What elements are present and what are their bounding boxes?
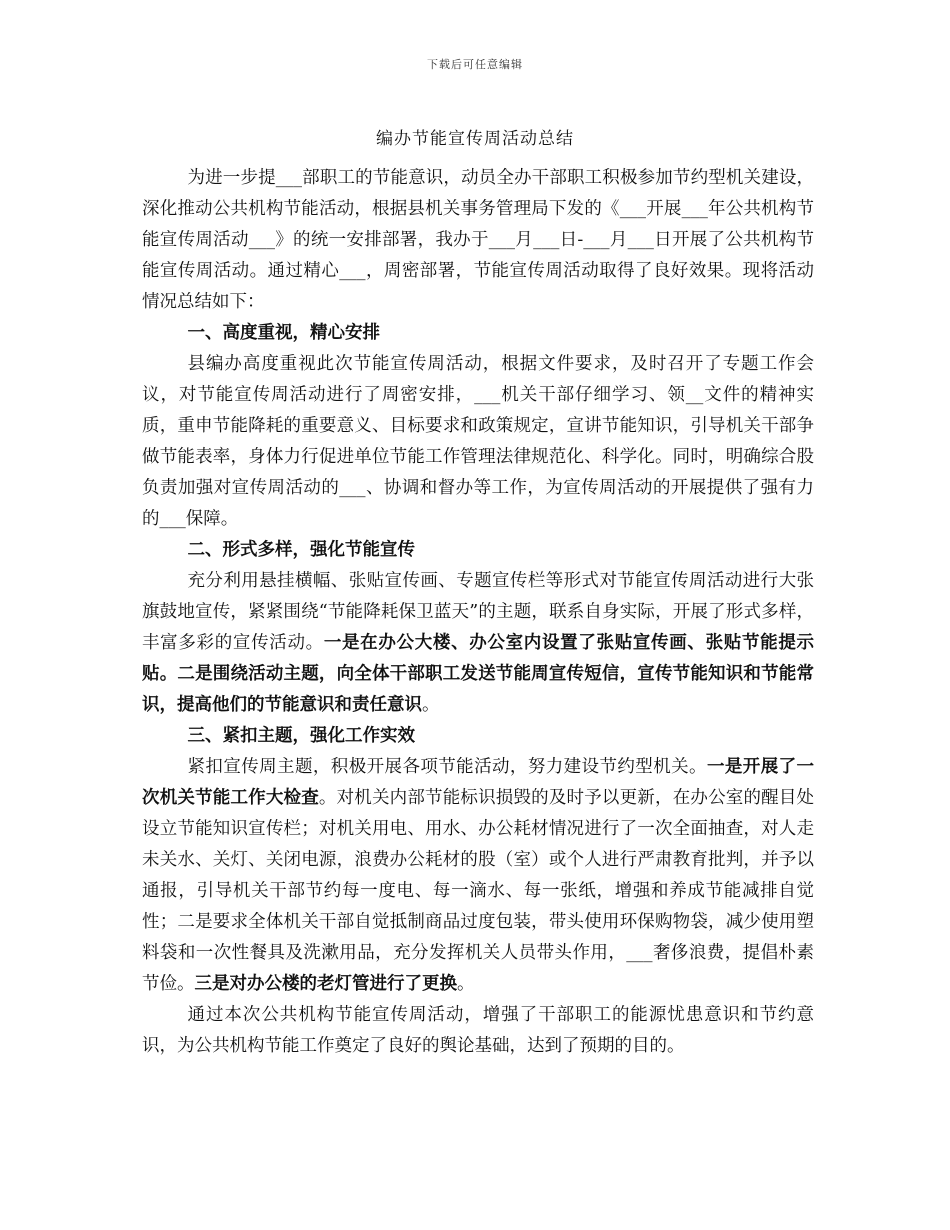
section3-bold-a: 一是开展了一次机关节能工作大检查 xyxy=(142,757,815,808)
document-title: 编办节能宣传周活动总结 xyxy=(376,129,574,149)
section2-text-b: 。 xyxy=(422,695,440,715)
section2-bold-a: 一是在办公大楼、办公室内设置了张贴宣传画、张贴节能提示贴。二是围绕活动主题，向全体干部职工发送节能周宣传短信，宣传节能知识和节能常识，提高他们的节能意识和责任意识 xyxy=(142,633,815,715)
section3-text-a: 紧扣宣传周主题，积极开展各项节能活动，努力建设节约型机关。 xyxy=(187,757,707,777)
section3-text-c: 。 xyxy=(457,974,475,994)
section3-paragraph xyxy=(142,752,814,1000)
document-body xyxy=(142,163,814,1062)
conclusion-paragraph: 通过本次公共机构节能宣传周活动，增强了干部职工的能源忧患意识和节约意识，为公共机构节能工作奠定了良好的舆论基础，达到了预期的目的。 xyxy=(142,1005,814,1056)
intro-paragraph: 为进一步提___部职工的节能意识，动员全办干部职工积极参加节约型机关建设，深化推动公共机构节能活动，根据县机关事务管理局下发的《___开展___年公共机构节能宣传周活动___》的统一安排部署，我办于___月___日-___月___日开展了公共机构节能宣传周活动。通过精心___，周密部署，节能宣传周活动取得了良好效果。现将活动情况总结如下： xyxy=(142,168,814,312)
section3-text-b: 。对机关内部节能标识损毁的及时予以更新，在办公室的醒目处设立节能知识宣传栏；对机关用电、用水、办公耗材情况进行了一次全面抽查，对人走未关水、关灯、关闭电源，浪费办公耗材的股（室）或个人进行严肃教育批判，并予以通报，引导机关干部节约每一度电、每一滴水、每一张纸，增强和养成节能减排自觉性；二是要求全体机关干部自觉抵制商品过度包装，带头使用环保购物袋，减少使用塑料袋和一次性餐具及洗漱用品，充分发挥机关人员带头作用，___奢侈浪费，提倡朴素节俭。 xyxy=(142,788,815,994)
section3-bold-b: 三是对办公楼的老灯管进行了更换 xyxy=(194,974,457,994)
section1-heading: 一、高度重视，精心安排 xyxy=(187,323,380,343)
section3-heading: 三、紧扣主题，强化工作实效 xyxy=(187,726,415,746)
section2-paragraph xyxy=(142,566,814,721)
header-note: 下载后可任意编辑 xyxy=(427,58,523,71)
section2-heading: 二、形式多样，强化节能宣传 xyxy=(187,540,415,560)
section2-text-a: 充分利用悬挂横幅、张贴宣传画、专题宣传栏等形式对节能宣传周活动进行大张旗鼓地宣传，紧紧围绕“节能降耗保卫蓝天”的主题，联系自身实际，开展了形式多样，丰富多彩的宣传活动。 xyxy=(142,571,814,653)
section1-paragraph: 县编办高度重视此次节能宣传周活动，根据文件要求，及时召开了专题工作会议，对节能宣传周活动进行了周密安排，___机关干部仔细学习、领__文件的精神实质，重申节能降耗的重要意义、目标要求和政策规定，宣讲节能知识，引导机关干部争做节能表率，身体力行促进单位节能工作管理法律规范化、科学化。同时，明确综合股负责加强对宣传周活动的___、协调和督办等工作，为宣传周活动的开展提供了强有力的___保障。 xyxy=(142,354,814,529)
